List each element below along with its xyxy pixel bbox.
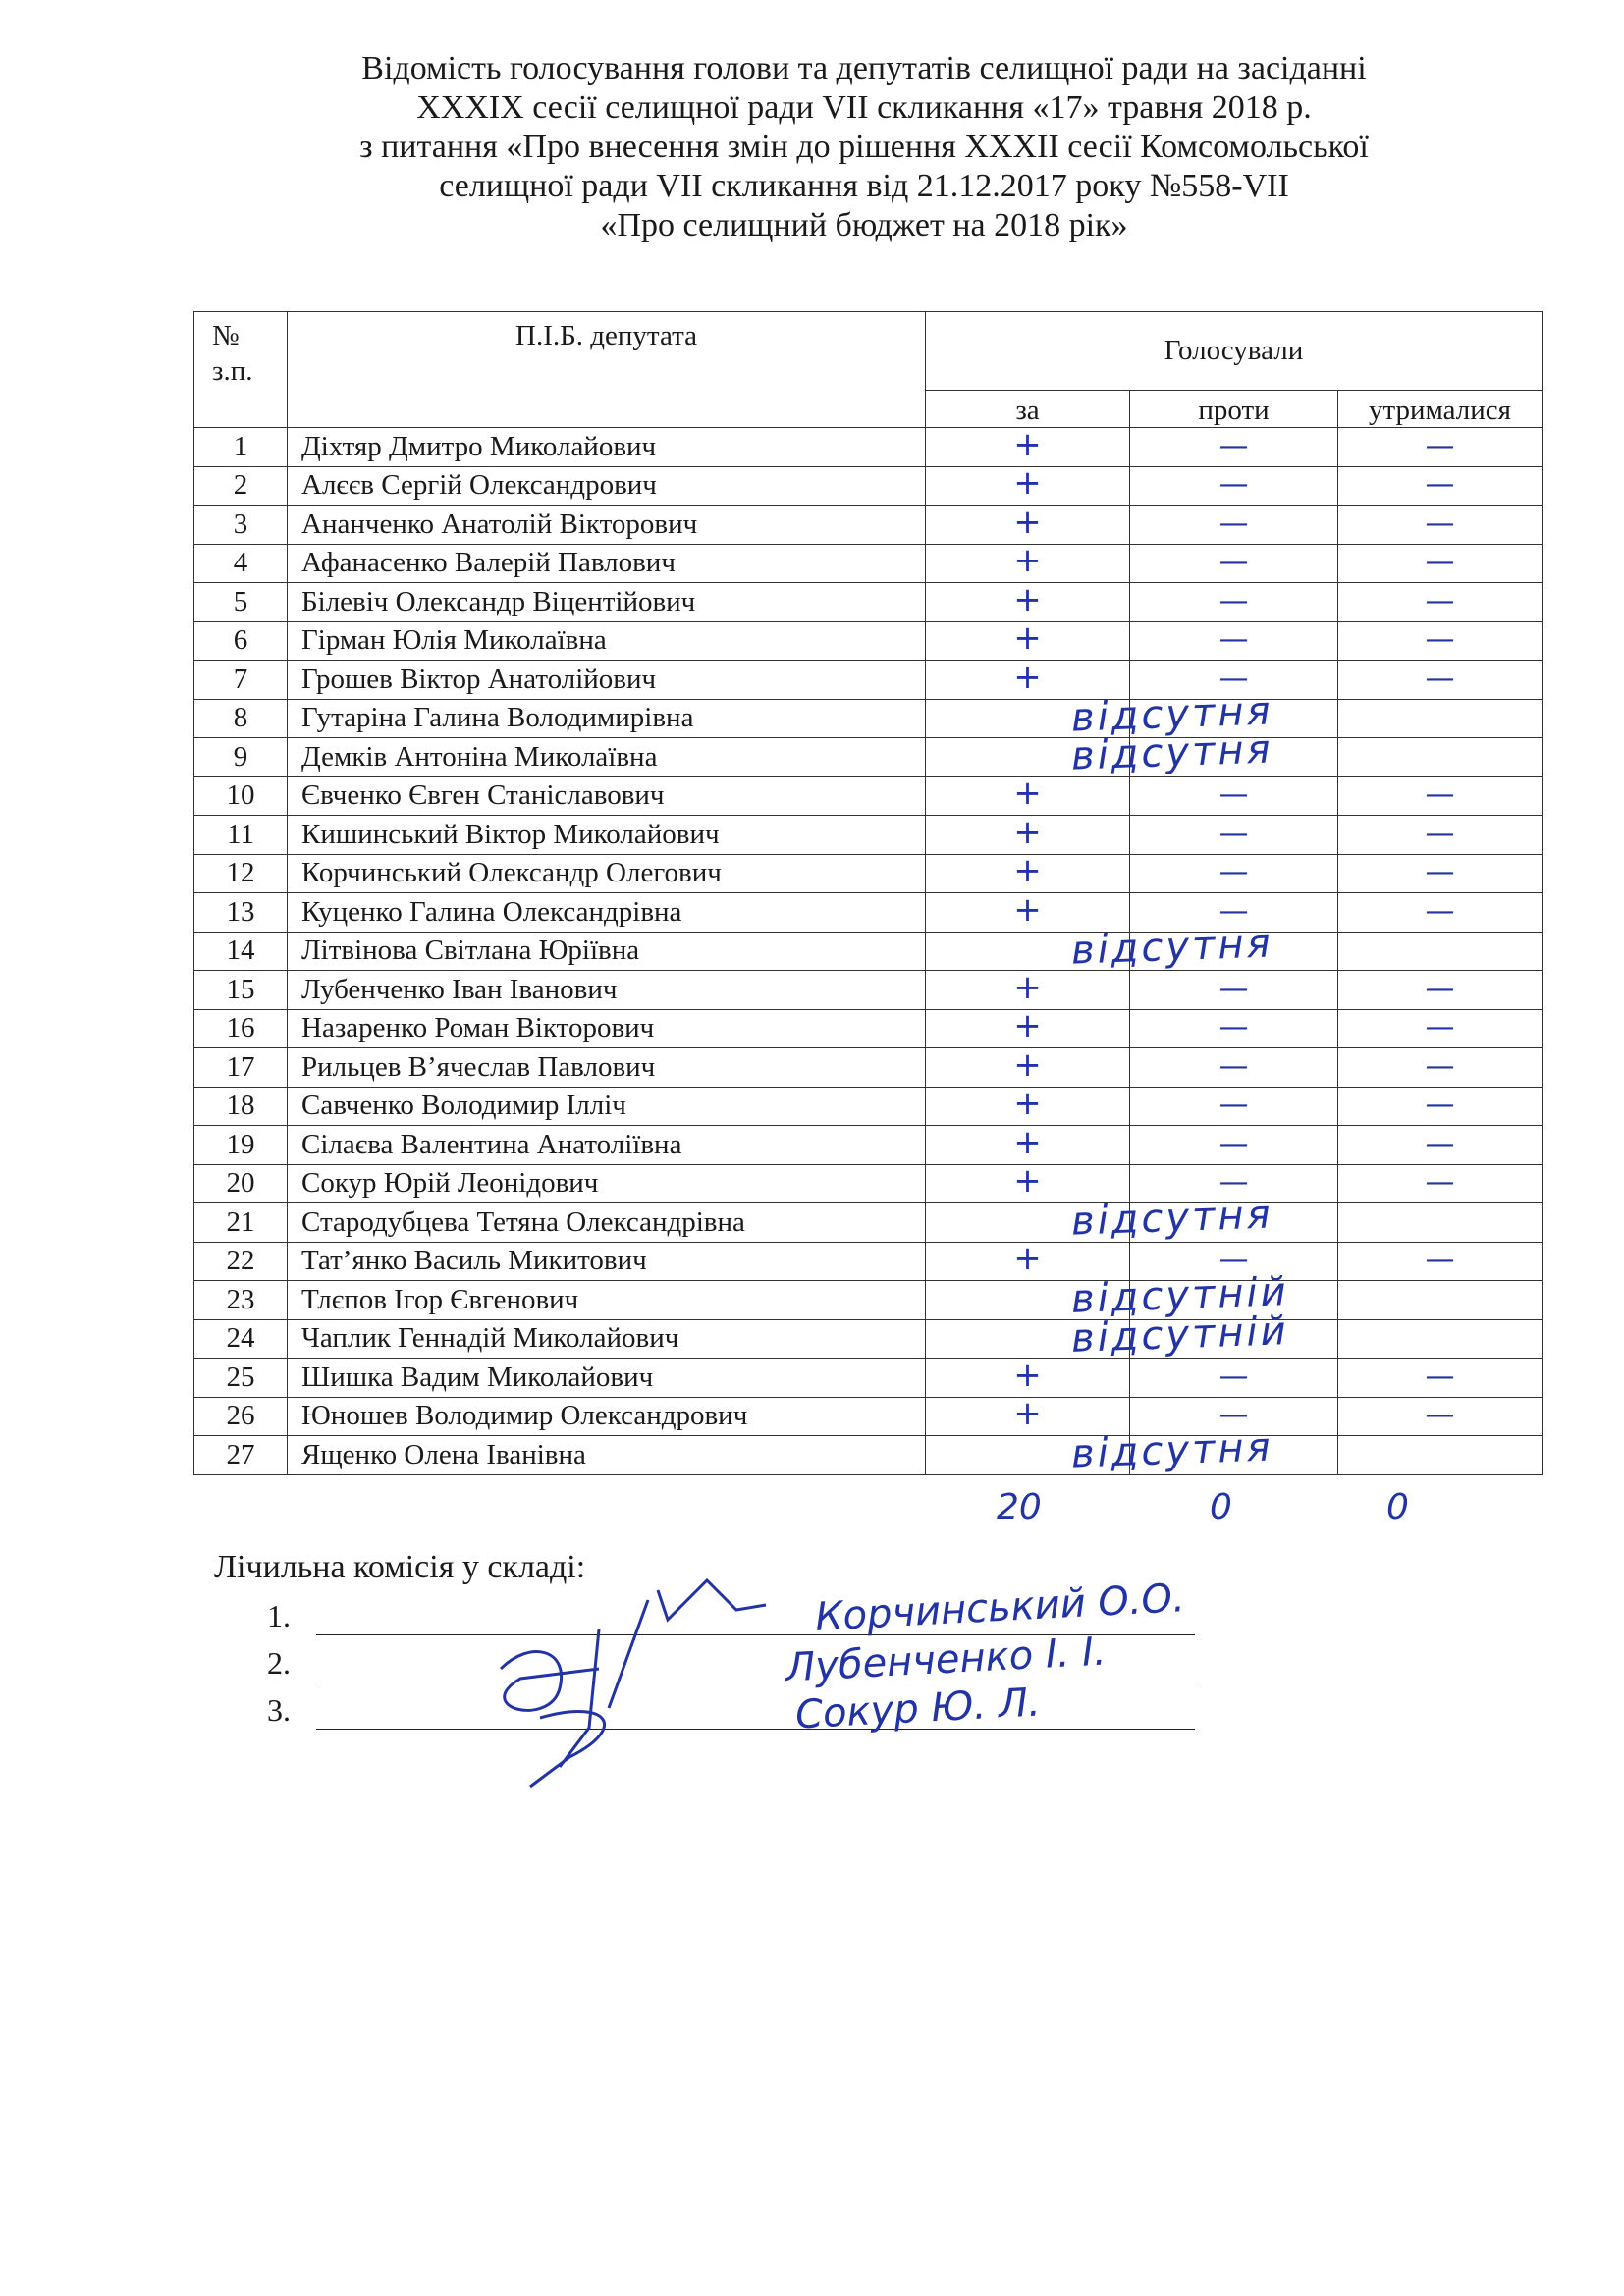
vote-abstain-cell (1338, 466, 1543, 506)
vote-against-mark: — (1218, 428, 1249, 463)
vote-for-cell (926, 463, 1130, 506)
vote-abstain-cell (1338, 506, 1543, 545)
voting-table (193, 311, 1543, 1475)
vote-abstain-cell (1338, 738, 1543, 777)
vote-against-mark: — (1218, 1359, 1249, 1394)
column-header-number: № з.п. (194, 312, 288, 428)
deputy-name: Корчинський Олександр Олегович (288, 854, 926, 893)
vote-abstain-cell (1338, 1281, 1543, 1320)
vote-against-mark: — (1218, 816, 1249, 851)
deputy-name: Гірман Юлія Миколаївна (288, 621, 926, 661)
vote-for-mark: + (1013, 1122, 1042, 1162)
absent-note: відсутній (1070, 1308, 1290, 1362)
vote-abstain-cell (1338, 1203, 1543, 1243)
column-header-for: за (926, 391, 1130, 428)
deputy-name: Грошев Віктор Анатолійович (288, 661, 926, 700)
deputy-name: Діхтяр Дмитро Миколайович (288, 428, 926, 467)
vote-abstain-cell (1338, 1009, 1543, 1048)
vote-abstain-cell (1338, 1359, 1543, 1398)
row-number: 23 (194, 1281, 288, 1320)
row-number: 14 (194, 932, 288, 971)
signature-name: Лубенченко І. І. (785, 1629, 1108, 1691)
table-row (194, 1009, 1543, 1048)
vote-abstain-cell (1338, 428, 1543, 467)
vote-against-mark: — (1218, 545, 1249, 580)
vote-for-mark: + (1013, 541, 1042, 581)
vote-for-cell (926, 424, 1130, 467)
vote-against-cell (1130, 776, 1338, 816)
vote-abstain-mark: — (1425, 1010, 1455, 1045)
row-number: 24 (194, 1319, 288, 1359)
vote-abstain-cell (1338, 699, 1543, 738)
vote-against-mark: — (1218, 777, 1249, 813)
vote-against-mark: — (1218, 1088, 1249, 1123)
vote-abstain-mark: — (1425, 1088, 1455, 1123)
table-row (194, 1436, 1543, 1475)
deputy-name: Афанасенко Валерій Павлович (288, 544, 926, 583)
row-number: 16 (194, 1009, 288, 1048)
vote-against-cell (1130, 1359, 1338, 1398)
vote-for-mark: + (1013, 618, 1042, 659)
vote-for-cell (926, 502, 1130, 545)
vote-against-cell (1130, 621, 1338, 661)
vote-for-cell (926, 657, 1130, 700)
column-header-abstain: утрималися (1338, 391, 1543, 428)
vote-abstain-cell (1338, 1164, 1543, 1203)
vote-for-cell (926, 889, 1130, 933)
vote-against-mark: — (1218, 1398, 1249, 1433)
vote-against-mark: — (1218, 506, 1249, 541)
row-number: 2 (194, 466, 288, 506)
vote-abstain-cell (1338, 1087, 1543, 1126)
table-row (194, 738, 1543, 777)
vote-against-mark: — (1218, 1165, 1249, 1201)
vote-abstain-cell (1338, 971, 1543, 1010)
vote-against-mark: — (1218, 583, 1249, 618)
vote-against-cell (1130, 1009, 1338, 1048)
row-number: 5 (194, 583, 288, 622)
title-line-4: селищної ради VII скликання від 21.12.2017 року №558-VII (439, 168, 1289, 204)
vote-for-cell (926, 1084, 1130, 1126)
total-abstain: 0 (1386, 1487, 1409, 1527)
row-number: 13 (194, 893, 288, 933)
vote-abstain-mark: — (1425, 622, 1455, 658)
vote-against-cell (1130, 854, 1338, 893)
vote-abstain-cell (1338, 544, 1543, 583)
vote-against-cell (1130, 544, 1338, 583)
vote-for-mark: + (1013, 889, 1042, 930)
vote-abstain-mark: — (1425, 1048, 1455, 1084)
row-number: 1 (194, 428, 288, 467)
deputy-name: Кишинський Віктор Миколайович (288, 816, 926, 855)
table-row (194, 544, 1543, 583)
title-line-5: «Про селищний бюджет на 2018 рік» (600, 207, 1128, 243)
vote-for-mark: + (1013, 1161, 1042, 1201)
vote-abstain-mark: — (1425, 545, 1455, 580)
row-number: 9 (194, 738, 288, 777)
commission-label: Лічильна комісія у складі: (214, 1549, 586, 1585)
deputy-name: Сілаєва Валентина Анатоліївна (288, 1126, 926, 1165)
vote-against-cell (1130, 506, 1338, 545)
table-row (194, 1087, 1543, 1126)
vote-for-cell (926, 579, 1130, 622)
vote-abstain-cell (1338, 1048, 1543, 1088)
vote-abstain-mark: — (1425, 467, 1455, 503)
deputy-name: Шишка Вадим Миколайович (288, 1359, 926, 1398)
vote-against-mark: — (1218, 971, 1249, 1006)
table-row (194, 661, 1543, 700)
vote-for-mark: + (1013, 463, 1042, 504)
title-line-2: XXXIX сесії селищної ради VII скликання «17» травня 2018 р. (416, 89, 1312, 126)
title-line-1: Відомість голосування голови та депутатів селищної ради на засіданні (361, 50, 1367, 86)
signature-name: Сокур Ю. Л. (793, 1680, 1042, 1738)
vote-abstain-mark: — (1425, 971, 1455, 1006)
vote-for-mark: + (1013, 812, 1042, 852)
row-number: 22 (194, 1242, 288, 1281)
row-number: 15 (194, 971, 288, 1010)
member-number: 2. (267, 1645, 291, 1681)
deputy-name: Куценко Галина Олександрівна (288, 893, 926, 933)
vote-abstain-cell (1338, 621, 1543, 661)
vote-against-mark: — (1218, 1243, 1249, 1278)
vote-against-cell (1130, 583, 1338, 622)
vote-abstain-cell (1338, 1397, 1543, 1436)
table-row (194, 699, 1543, 738)
deputy-name: Лубенченко Іван Іванович (288, 971, 926, 1010)
vote-for-mark: + (1013, 1355, 1042, 1395)
vote-against-mark: — (1218, 622, 1249, 658)
vote-for-cell (926, 541, 1130, 583)
absent-note: відсутня (1070, 726, 1274, 779)
vote-against-cell (1130, 816, 1338, 855)
row-number: 10 (194, 776, 288, 816)
vote-abstain-cell (1338, 1436, 1543, 1475)
deputy-name: Євченко Євген Станіславович (288, 776, 926, 816)
vote-for-cell (926, 851, 1130, 893)
vote-against-mark: — (1218, 1010, 1249, 1045)
vote-abstain-cell (1338, 1126, 1543, 1165)
title-line-3: з питання «Про внесення змін до рішення XXXII сесії Комсомольської (359, 129, 1369, 165)
table-row (194, 1319, 1543, 1359)
vote-against-cell (1130, 971, 1338, 1010)
absent-note: відсутня (1070, 687, 1274, 741)
table-row (194, 466, 1543, 506)
vote-for-mark: + (1013, 1239, 1042, 1279)
deputy-name: Савченко Володимир Ілліч (288, 1087, 926, 1126)
table-row (194, 1203, 1543, 1243)
vote-for-cell (926, 1355, 1130, 1398)
vote-abstain-cell (1338, 854, 1543, 893)
vote-abstain-mark: — (1425, 855, 1455, 890)
table-row (194, 893, 1543, 933)
row-number: 25 (194, 1359, 288, 1398)
row-number: 17 (194, 1048, 288, 1088)
column-header-against: проти (1130, 391, 1338, 428)
deputy-name: Сокур Юрій Леонідович (288, 1164, 926, 1203)
table-row (194, 1242, 1543, 1281)
absent-note: відсутня (1070, 1192, 1274, 1245)
vote-against-cell (1130, 1048, 1338, 1088)
vote-abstain-cell (1338, 1319, 1543, 1359)
deputy-name: Тлєпов Ігор Євгенович (288, 1281, 926, 1320)
table-row (194, 1126, 1543, 1165)
table-row (194, 1048, 1543, 1088)
table-row (194, 932, 1543, 971)
vote-against-mark: — (1218, 893, 1249, 929)
deputy-name: Ященко Олена Іванівна (288, 1436, 926, 1475)
vote-for-mark: + (1013, 1044, 1042, 1085)
vote-for-cell (926, 776, 1130, 816)
vote-against-cell (1070, 1192, 1338, 1245)
absent-note: відсутня (1070, 920, 1274, 974)
row-number: 12 (194, 854, 288, 893)
vote-abstain-mark: — (1425, 1126, 1455, 1161)
vote-against-mark: — (1218, 1126, 1249, 1161)
absent-note: відсутній (1070, 1269, 1290, 1322)
vote-against-cell (1130, 1087, 1338, 1126)
vote-against-cell (1130, 428, 1338, 467)
deputy-name: Алєєв Сергій Олександрович (288, 466, 926, 506)
vote-for-mark: + (1013, 424, 1042, 464)
vote-against-cell (1070, 1308, 1338, 1362)
vote-abstain-cell (1338, 1242, 1543, 1281)
deputy-name: Чаплик Геннадій Миколайович (288, 1319, 926, 1359)
table-row (194, 816, 1543, 855)
vote-abstain-cell (1338, 583, 1543, 622)
member-number: 1. (267, 1598, 291, 1633)
vote-against-mark: — (1218, 855, 1249, 890)
total-against: 0 (1210, 1487, 1232, 1527)
vote-abstain-cell (1338, 776, 1543, 816)
vote-for-cell (926, 1044, 1130, 1088)
row-number: 6 (194, 621, 288, 661)
vote-against-cell (1070, 1424, 1338, 1477)
vote-abstain-cell (1338, 816, 1543, 855)
vote-for-cell (926, 1239, 1130, 1281)
table-row (194, 506, 1543, 545)
signature-scribble (412, 1561, 805, 1796)
vote-for-cell (926, 812, 1130, 855)
vote-abstain-mark: — (1425, 1398, 1455, 1433)
vote-for-mark: + (1013, 502, 1042, 542)
row-number: 4 (194, 544, 288, 583)
table-row (194, 428, 1543, 467)
vote-against-cell (1070, 920, 1338, 974)
deputy-name: Юношев Володимир Олександрович (288, 1397, 926, 1436)
row-number: 27 (194, 1436, 288, 1475)
total-for: 20 (997, 1487, 1042, 1527)
vote-against-mark: — (1218, 661, 1249, 696)
vote-for-mark: + (1013, 657, 1042, 697)
deputy-name: Тат’янко Василь Микитович (288, 1242, 926, 1281)
row-number: 18 (194, 1087, 288, 1126)
vote-abstain-mark: — (1425, 506, 1455, 541)
vote-for-cell (926, 1122, 1130, 1165)
vote-abstain-mark: — (1425, 893, 1455, 929)
row-number: 3 (194, 506, 288, 545)
vote-abstain-mark: — (1425, 1359, 1455, 1394)
deputy-name: Рильцев В’ячеслав Павлович (288, 1048, 926, 1088)
vote-abstain-mark: — (1425, 777, 1455, 813)
vote-abstain-mark: — (1425, 1165, 1455, 1201)
deputy-name: Стародубцева Тетяна Олександрівна (288, 1203, 926, 1243)
vote-for-mark: + (1013, 967, 1042, 1007)
row-number: 7 (194, 661, 288, 700)
vote-against-cell (1070, 726, 1338, 779)
vote-for-cell (926, 967, 1130, 1010)
row-number: 19 (194, 1126, 288, 1165)
vote-for-mark: + (1013, 774, 1042, 814)
vote-for-mark: + (1013, 1084, 1042, 1124)
vote-for-mark: + (1013, 851, 1042, 891)
vote-for-cell (926, 1006, 1130, 1048)
column-header-voted: Голосували (926, 312, 1543, 391)
vote-abstain-mark: — (1425, 428, 1455, 463)
vote-abstain-cell (1338, 893, 1543, 933)
deputy-name: Ананченко Анатолій Вікторович (288, 506, 926, 545)
table-row (194, 854, 1543, 893)
document-title (226, 49, 1502, 245)
vote-abstain-cell (1338, 661, 1543, 700)
deputy-name: Гутаріна Галина Володимирівна (288, 699, 926, 738)
member-number: 3. (267, 1692, 291, 1728)
column-header-name: П.І.Б. депутата (288, 312, 926, 428)
vote-against-mark: — (1218, 467, 1249, 503)
deputy-name: Літвінова Світлана Юріївна (288, 932, 926, 971)
table-row (194, 583, 1543, 622)
vote-abstain-mark: — (1425, 583, 1455, 618)
table-row (194, 1164, 1543, 1203)
row-number: 8 (194, 699, 288, 738)
signature-name: Корчинський О.О. (814, 1575, 1186, 1640)
deputy-name: Демків Антоніна Миколаївна (288, 738, 926, 777)
vote-for-mark: + (1013, 579, 1042, 619)
table-row (194, 1281, 1543, 1320)
table-body (194, 424, 1543, 1477)
table-row (194, 1359, 1543, 1398)
row-number: 11 (194, 816, 288, 855)
vote-for-mark: + (1013, 1394, 1042, 1434)
vote-abstain-mark: — (1425, 816, 1455, 851)
row-number: 21 (194, 1203, 288, 1243)
table-row (194, 621, 1543, 661)
vote-abstain-mark: — (1425, 1243, 1455, 1278)
absent-note: відсутня (1070, 1424, 1274, 1477)
table-row (194, 1397, 1543, 1436)
deputy-name: Назаренко Роман Вікторович (288, 1009, 926, 1048)
vote-for-mark: + (1013, 1006, 1042, 1046)
vote-against-mark: — (1218, 1048, 1249, 1084)
deputy-name: Білевіч Олександр Віцентійович (288, 583, 926, 622)
vote-against-cell (1130, 1126, 1338, 1165)
vote-against-cell (1130, 466, 1338, 506)
row-number: 20 (194, 1164, 288, 1203)
vote-for-cell (926, 618, 1130, 661)
table-row (194, 971, 1543, 1010)
vote-abstain-cell (1338, 932, 1543, 971)
vote-abstain-mark: — (1425, 661, 1455, 696)
table-row (194, 776, 1543, 816)
row-number: 26 (194, 1397, 288, 1436)
